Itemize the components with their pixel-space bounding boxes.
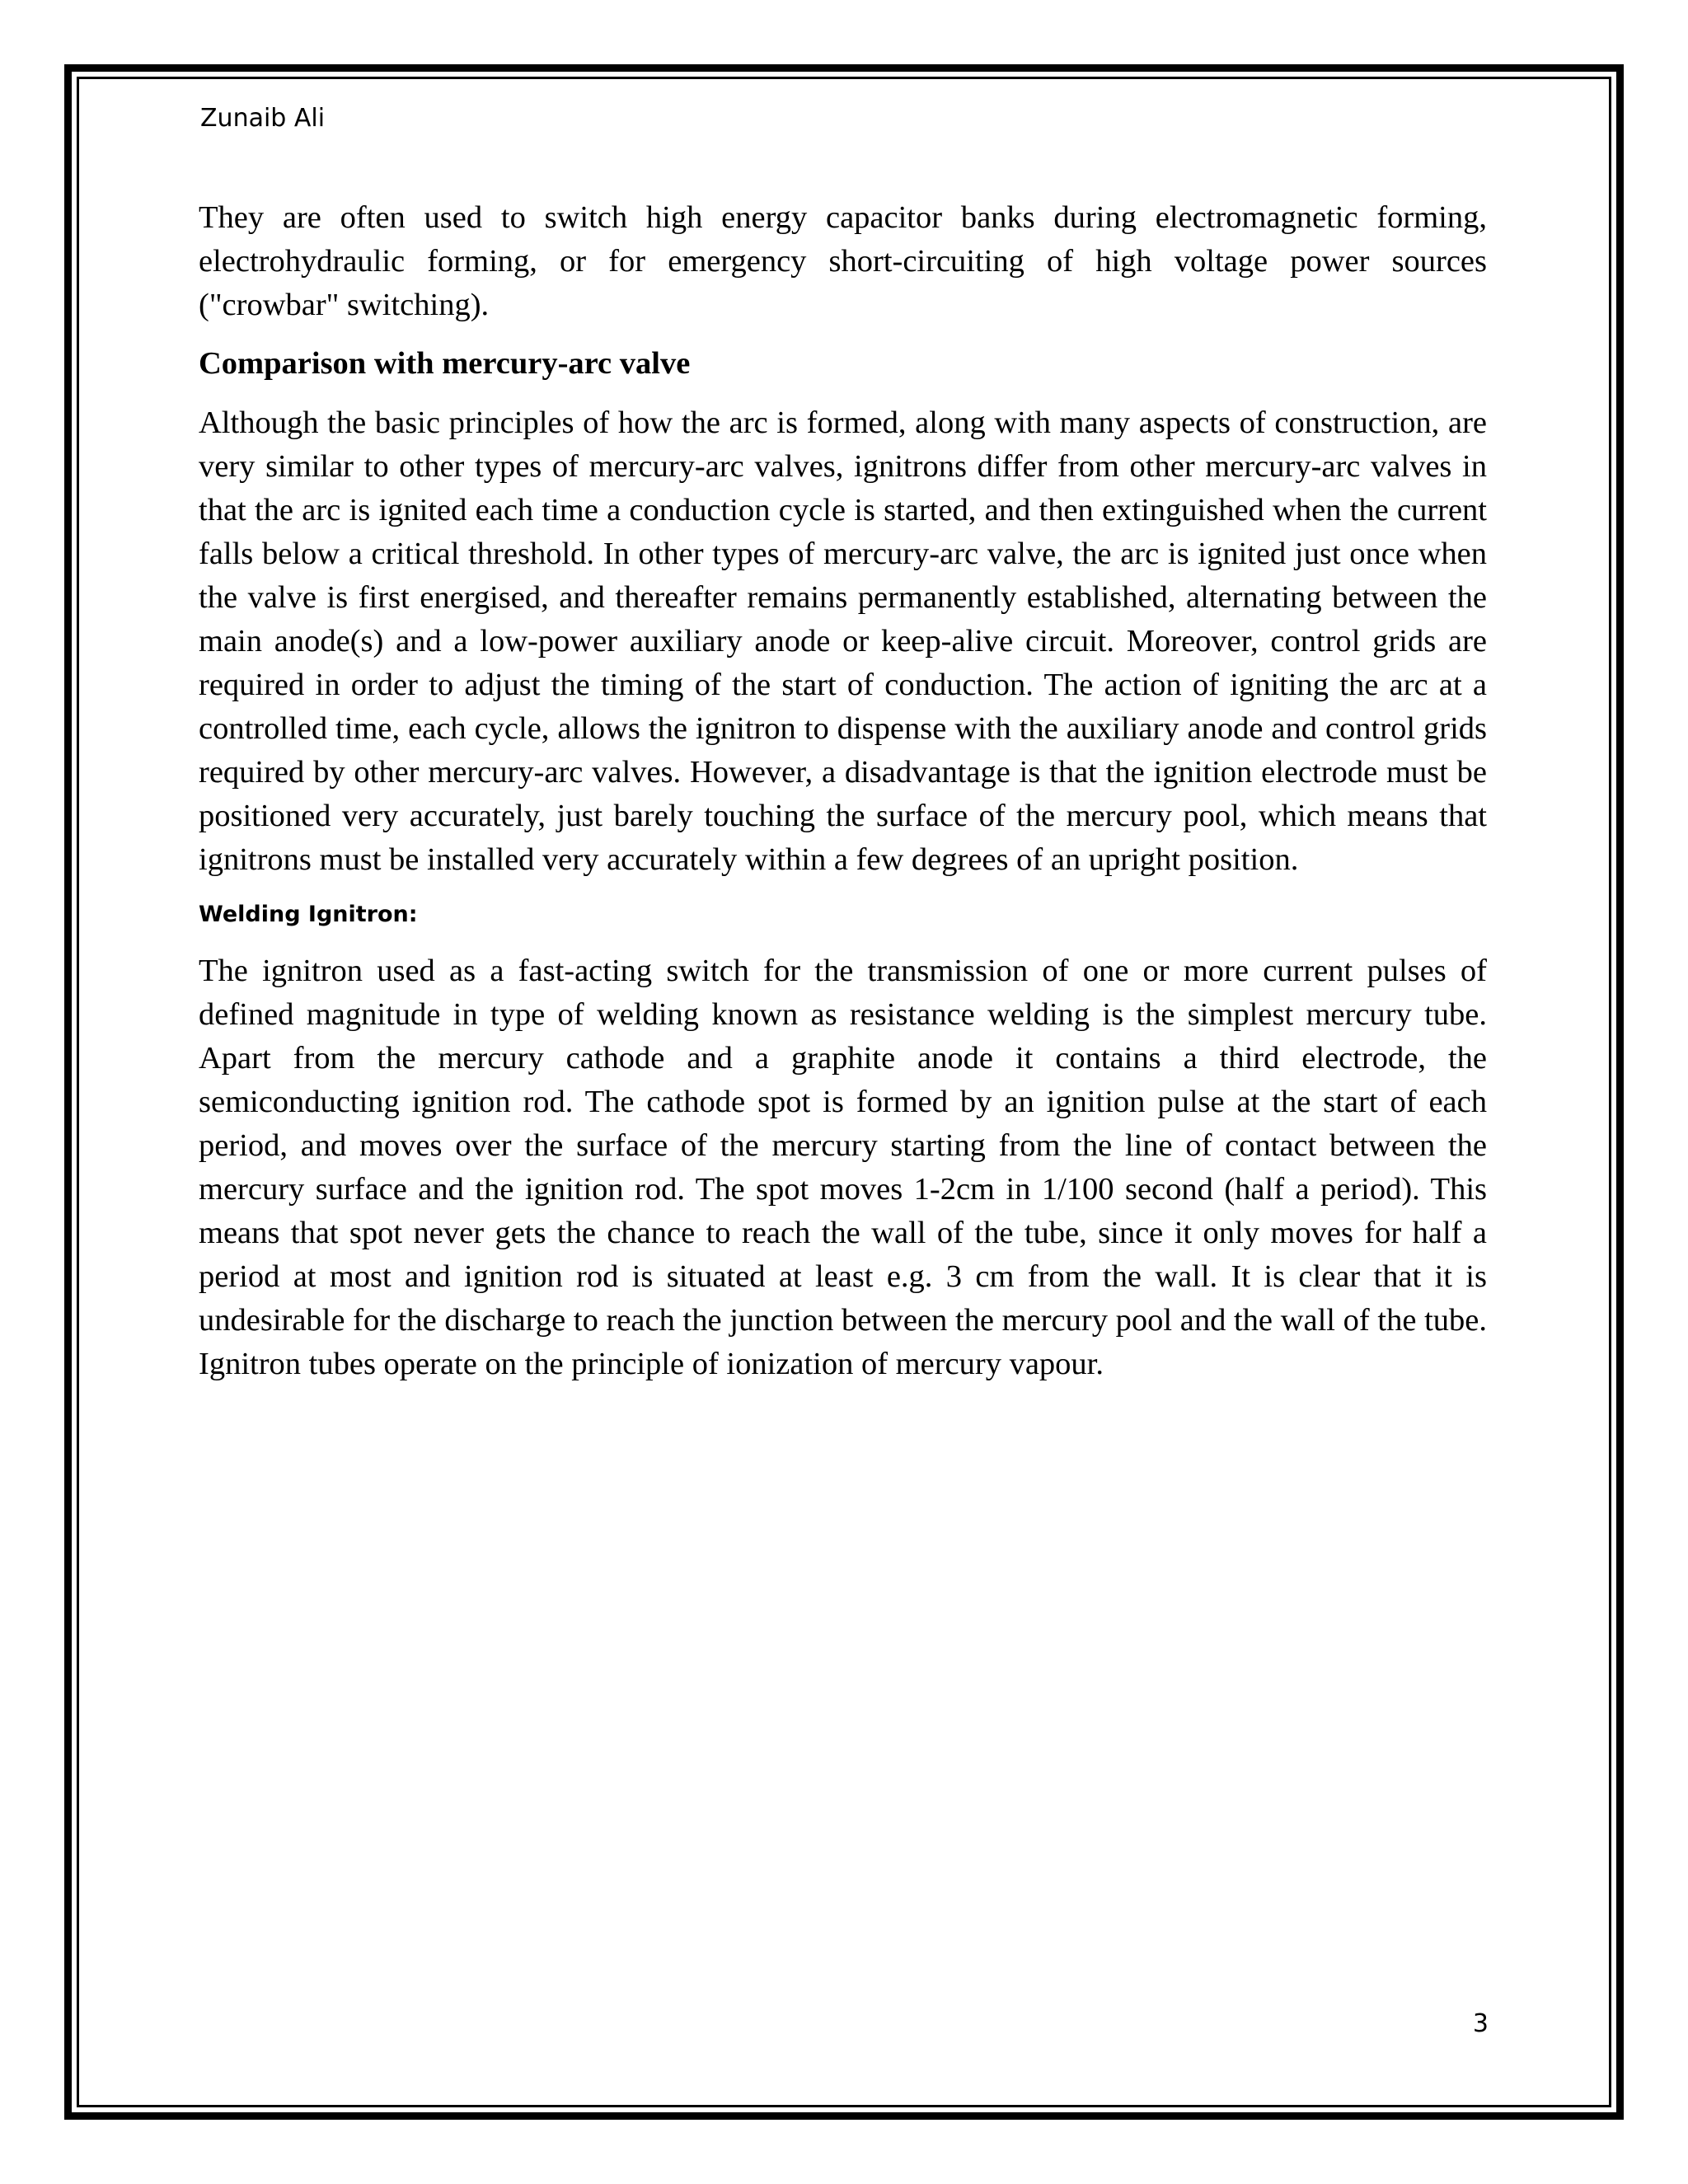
comparison-paragraph: Although the basic principles of how the arc is formed, along with many aspects of construction, are very similar to other types of mercury-arc valves, ignitrons differ from other mercury-arc valves in that the arc is ignited each time a conduction cycle is started, and then extinguished when the current falls below a critical threshold. In other types of mercury-arc valve, the arc is ignited just once when the valve is first energised, and thereafter remains permanently established, alternating between the main anode(s) and a low-power auxiliary anode or keep-alive circuit. Moreover, control grids are required in order to adjust the timing of the start of conduction. The action of igniting the arc at a controlled time, each cycle, allows the ignitron to dispense with the auxiliary anode and control grids required by other mercury-arc valves. However, a disadvantage is that the ignition electrode must be positioned very accurately, just barely touching the surface of the mercury pool, which means that ignitrons must be installed very accurately within a few degrees of an upright position.: [199, 405, 1487, 877]
comparison-heading: Comparison with mercury-arc valve: [199, 346, 691, 381]
header-author: Zunaib Ali: [200, 104, 326, 133]
page-number: 3: [1472, 2009, 1489, 2038]
welding-paragraph: The ignitron used as a fast-acting switch for the transmission of one or more current pulses of defined magnitude in type of welding known as resistance welding is the simplest mercury tube. Apart from the mercury cathode and a graphite anode it contains a third electrode, the semiconducting ignition rod. The cathode spot is formed by an ignition pulse at the start of each period, and moves over the surface of the mercury starting from the line of contact between the mercury surface and the ignition rod. The spot moves 1-2cm in 1/100 second (half a period). This means that spot never gets the chance to reach the wall of the tube, since it only moves for half a period at most and ignition rod is situated at least e.g. 3 cm from the wall. It is clear that it is undesirable for the discharge to reach the junction between the mercury pool and the wall of the tube. Ignitron tubes operate on the principle of ionization of mercury vapour.: [199, 954, 1487, 1381]
welding-heading: Welding Ignitron:: [199, 902, 418, 927]
intro-paragraph: They are often used to switch high energy capacitor banks during electromagnetic forming, electrohydraulic forming, or for emergency short-circuiting of high voltage power sources ("crowbar" switching).: [199, 200, 1487, 322]
document-body: [199, 196, 1487, 1386]
